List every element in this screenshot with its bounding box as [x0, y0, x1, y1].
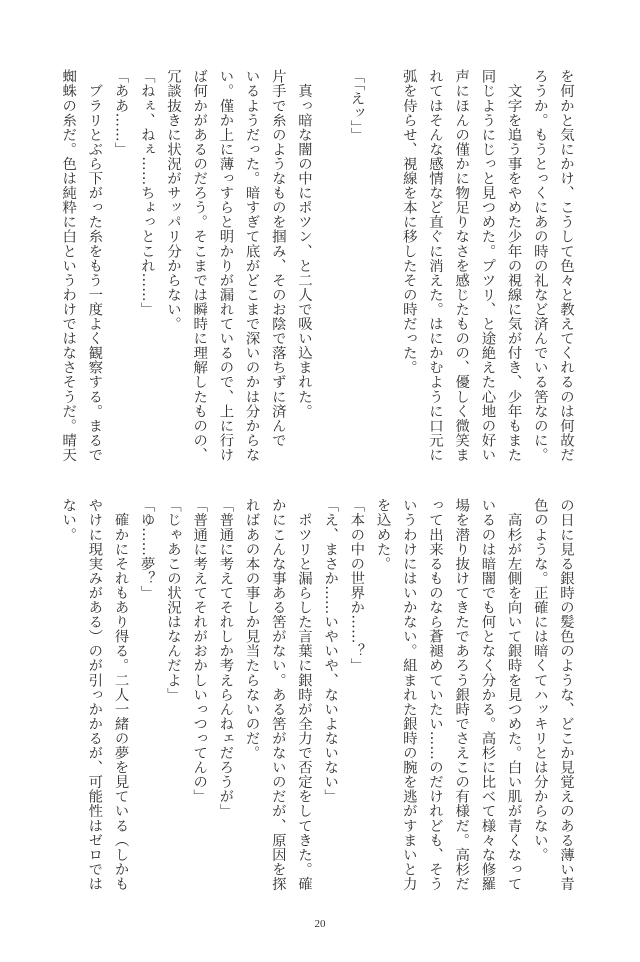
text-column [317, 69, 343, 469]
text-column: ない。 [60, 498, 77, 542]
text-column: やけに現実みがある）のが引っかかるが、可能性はゼロでは [86, 498, 103, 891]
text-column: 真っ暗な闇の中にポツン、と二人で吸い込まれた。 [296, 69, 312, 419]
text-column [369, 69, 395, 469]
text-column: を込めた。 [374, 498, 391, 571]
text-column: 「普通に考えてそれしか考えらんねェだろうが」 [217, 498, 234, 819]
text-column: の日に見る銀時の髪色のような、どこか見覚えのある薄い青 [558, 498, 574, 891]
text-column: 同じようにじっと見つめた。プツリ、と途絶えた心地の好い [479, 69, 496, 462]
text-column: 蜘蛛の糸だ。色は純粋に白というわけではなさそうだ。晴天 [60, 69, 77, 462]
text-column: ば何かがあるのだろう。そこまでは瞬時に理解したものの、 [191, 69, 208, 462]
text-column: 弧を侍らせ、視線を本に移したその時だった。 [400, 69, 417, 375]
text-column: 声にほんの僅かに物足りなさを感じたものの、優しく微笑ま [453, 69, 470, 462]
text-column: 「「えッ」」 [348, 69, 365, 142]
text-column: 色のような。正確には暗くてハッキリとは分からない。 [531, 498, 548, 862]
text-column: 場を潜り抜けてきたであろう銀時でさえこの有様だ。高杉だ [453, 498, 470, 891]
text-column: ブラリとぶら下がった糸をもう一度よく観察する。まるで [86, 69, 103, 462]
text-column: 片手で糸のようなものを掴み、そのお陰で落ちずに済んで [269, 69, 286, 448]
text-column: 「え、まさか……いやいや、ないよないない」 [322, 498, 339, 804]
text-column: れてはそんな感情など直ぐに消えた。はにかむように口元に [426, 69, 443, 462]
text-column: 「普通に考えてそれがおかしいっつってんの」 [191, 498, 208, 804]
text-column: ろうか。もうとっくにあの時の礼など済んでいる筈なのに。 [531, 69, 548, 462]
text-column: いるのは暗闇でも何となく分かる。高杉に比べて様々な修羅 [479, 498, 496, 891]
text-column: 冗談抜きに状況がサッパリ分からない。 [164, 69, 181, 331]
text-column: 「ああ……」 [112, 69, 129, 157]
text-column: 「本の中の世界か……？」 [348, 498, 365, 673]
text-column: 「ねぇ、ねぇ……ちょっとこれ……」 [138, 69, 155, 317]
lower-text-block [52, 498, 579, 898]
text-column: って出来るものなら蒼褪めていたい……のだけれども、そう [426, 498, 443, 891]
text-column: 「ゆ……夢？」 [138, 498, 155, 600]
text-column: かにこんな事ある筈がない。ある筈がないのだが、原因を探 [269, 498, 286, 891]
text-column: いるようだった。暗すぎて底がどこまで深いのかは分からな [243, 69, 260, 462]
text-column: 確かにそれもあり得る。二人一緒の夢を見ている（しかも [112, 498, 129, 891]
text-column: を何かと気にかけ、こうして色々と教えてくれるのは何故だ [558, 69, 574, 462]
text-column: い。僅か上に薄っすらと明かりが漏れているので、上に行け [217, 69, 234, 462]
text-column: いうわけにはいかない。組まれた銀時の腕を逃がすまいと力 [400, 498, 417, 891]
text-column: 文字を追う事をやめた少年の視線に気が付き、少年もまた [505, 69, 522, 462]
page-number: 20 [314, 918, 326, 930]
text-column: 高杉が左側を向いて銀時を見つめた。白い肌が青くなって [505, 498, 522, 891]
upper-text-block [52, 69, 579, 469]
text-column: ればあの本の事しか見当たらないのだ。 [243, 498, 260, 760]
text-column: ポツリと漏らした言葉に銀時が全力で否定をしてきた。確 [295, 498, 312, 891]
text-column: 「じゃあこの状況はなんだよ」 [164, 498, 181, 702]
